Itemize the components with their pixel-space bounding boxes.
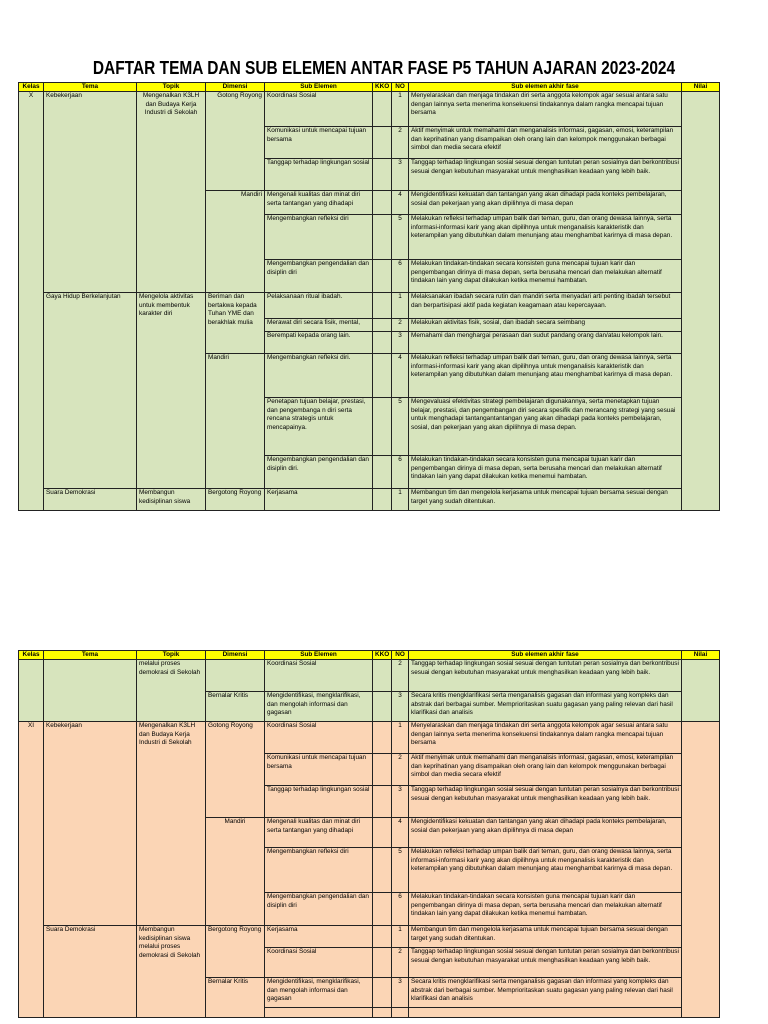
fase-cell: Tanggap terhadap lingkungan sosial sesuai dengan tuntutan peran sosialnya dan berkontribusi sesuai dengan kebutuhan masyarakat untuk menghasilkan keadaan yang lebih baik.	[409, 660, 682, 692]
dimensi-cell: Mandiri	[206, 818, 265, 926]
no-cell: 6	[392, 456, 409, 489]
tema-cell: Kebekerjaan	[44, 722, 137, 926]
page-title: DAFTAR TEMA DAN SUB ELEMEN ANTAR FASE P5 TAHUN AJARAN 2023-2024	[92, 58, 676, 78]
dimensi-cell: Gotong Royong	[206, 722, 265, 818]
no-cell: 6	[392, 893, 409, 926]
fase-cell: Mengidentifikasi kekuatan dan tantangan yang akan dihadapi pada konteks pembelajaran, sosial dan pekerjaan yang akan dipilihnya di masa depan	[409, 191, 682, 215]
nilai-cell	[682, 660, 720, 722]
table-row	[19, 92, 720, 127]
fase-cell: Melakukan aktivitas fisik, sosial, dan ibadah secara seimbang	[409, 319, 682, 332]
header-no: NO	[392, 651, 409, 660]
topik-cell: Membangun kedisiplinan siswa	[137, 489, 206, 511]
fase-cell: Memahami dan menghargai perasaan dan sudut pandang orang dan/atau kelompok lain.	[409, 332, 682, 354]
sub-elemen-cell: Komunikasi untuk mencapai tujuan bersama	[265, 754, 373, 786]
sub-elemen-cell: Koordinasi Sosial	[265, 92, 373, 127]
no-cell: 2	[392, 948, 409, 978]
tema-cell: Gaya Hidup Berkelanjutan	[44, 293, 137, 489]
kko-cell	[373, 926, 392, 948]
no-cell: 3	[392, 159, 409, 191]
fase-cell: Melakukan refleksi terhadap umpan balik dari teman, guru, dan orang dewasa lainnya, serta informasi-informasi karir yang akan dipilihnya untuk menganalisis karakteristik dan keterampilan yang dibutuhkan dalam menunjang atau menghambat karirnya di masa depan.	[409, 354, 682, 398]
kelas-cell	[19, 660, 44, 722]
kko-cell	[373, 754, 392, 786]
sub-elemen-cell: Tanggap terhadap lingkungan sosial	[265, 159, 373, 191]
fase-cell: Menyelaraskan dan menjaga tindakan diri serta anggota kelompok agar sesuai antara satu dengan lainnya serta menerima konsekuensi tindakannya dalam rangka mencapai tujuan bersama	[409, 92, 682, 127]
topik-cell: melalui proses demokrasi di Sekolah	[137, 660, 206, 722]
dimensi-cell: Mandiri	[206, 354, 265, 489]
kko-cell	[373, 398, 392, 456]
sub-elemen-cell: Komunikasi untuk mencapai tujuan bersama	[265, 127, 373, 159]
no-cell: 2	[392, 319, 409, 332]
table-row	[19, 926, 720, 948]
kko-cell	[373, 848, 392, 893]
sub-elemen-cell: Mengidentifikasi, mengklarifikasi, dan mengolah informasi dan gagasan	[265, 692, 373, 722]
sub-elemen-cell: Mengenali kualitas dan minat diri serta tantangan yang dihadapi	[265, 191, 373, 215]
topik-cell: Membangun kedisiplinan siswa melalui proses demokrasi di Sekolah	[137, 926, 206, 1018]
fase-cell: Aktif menyimak untuk memahami dan menganalisis informasi, gagasan, emosi, keterampilan dan keprihatinan yang disampaikan oleh orang lain dan kelompok menggunakan berbagai simbol dan media secara efektif	[409, 754, 682, 786]
sub-elemen-cell: Mengembangkan refleksi diri.	[265, 354, 373, 398]
header-kko: KKO	[373, 83, 392, 92]
sub-elemen-cell: Penetapan tujuan belajar, prestasi, dan pengembanga n diri serta rencana strategis untuk mencapainya.	[265, 398, 373, 456]
fase-cell: Tanggap terhadap lingkungan sosial sesuai dengan tuntutan peran sosialnya dan berkontribusi sesuai dengan kebutuhan masyarakat untuk menghasilkan keadaan yang lebih baik.	[409, 786, 682, 818]
no-cell: 1	[392, 293, 409, 319]
kko-cell	[373, 818, 392, 848]
sub-elemen-cell	[265, 1008, 373, 1018]
header-no: NO	[392, 83, 409, 92]
no-cell: 4	[392, 818, 409, 848]
fase-cell: Melakukan refleksi terhadap umpan balik dari teman, guru, dan orang dewasa lainnya, serta informasi-informasi karir yang akan dipilihnya untuk menganalisis karakteristik dan keterampilan yang dibutuhkan dalam menunjang atau menghambat karirnya di masa depan.	[409, 848, 682, 893]
nilai-cell	[682, 92, 720, 511]
topik-cell: Mengelola aktivitas untuk membentuk karakter diri	[137, 293, 206, 489]
no-cell: 5	[392, 215, 409, 260]
sub-elemen-cell: Mengembangkan refleksi diri	[265, 215, 373, 260]
no-cell: 2	[392, 127, 409, 159]
header-topik: Topik	[137, 83, 206, 92]
sub-elemen-cell: Mengembangkan refleksi diri	[265, 848, 373, 893]
table-row	[19, 660, 720, 692]
fase-cell: Membangun tim dan mengelola kerjasama untuk mencapai tujuan bersama sesuai dengan target yang sudah ditentukan.	[409, 489, 682, 511]
header-sub-elemen-akhir-fase: Sub elemen akhir fase	[409, 83, 682, 92]
fase-cell: Secara kritis mengklarifikasi serta menganalisis gagasan dan informasi yang kompleks dan abstrak dari berbagai sumber. Memprioritaskan suatu gagasan yang paling relevan dari hasil klarifikasi dan analisis	[409, 978, 682, 1008]
no-cell: 4	[392, 354, 409, 398]
sub-elemen-cell: Kerjasama	[265, 489, 373, 511]
dimensi-cell: Bernalar Kritis	[206, 692, 265, 722]
fase-cell: Aktif menyimak untuk memahami dan menganalisis informasi, gagasan, emosi, keterampilan dan keprihatinan yang disampaikan oleh orang lain dan kelompok menggunakan berbagai simbol dan media secara efektif	[409, 127, 682, 159]
header-tema: Tema	[44, 651, 137, 660]
kko-cell	[373, 456, 392, 489]
kko-cell	[373, 319, 392, 332]
no-cell: 3	[392, 978, 409, 1008]
kko-cell	[373, 722, 392, 754]
header-nilai: Nilai	[682, 651, 720, 660]
header-sub-elemen-akhir-fase: Sub elemen akhir fase	[409, 651, 682, 660]
fase-cell: Melaksanakan ibadah secara rutin dan mandiri serta menyadari arti penting ibadah tersebut dan berpartisipasi aktif pada kegiatan keagamaan atau kepercayaan.	[409, 293, 682, 319]
sub-elemen-cell: Mengembangkan pengendalian dan disiplin diri	[265, 893, 373, 926]
header-kelas: Kelas	[19, 651, 44, 660]
fase-cell: Membangun tim dan mengelola kerjasama untuk mencapai tujuan bersama sesuai dengan target yang sudah ditentukan.	[409, 926, 682, 948]
header-sub-elemen: Sub Elemen	[265, 651, 373, 660]
kko-cell	[373, 489, 392, 511]
header-tema: Tema	[44, 83, 137, 92]
fase-cell: Secara kritis mengklarifikasi serta menganalisis gagasan dan informasi yang kompleks dan abstrak dari berbagai sumber. Memprioritaskan suatu gagasan yang paling relevan dari hasil klarifikasi dan analisis	[409, 692, 682, 722]
kko-cell	[373, 893, 392, 926]
theme-table-page-2	[18, 650, 720, 1018]
no-cell: 2	[392, 754, 409, 786]
fase-cell: Melakukan tindakan-tindakan secara konsisten guna mencapai tujuan karir dan pengembangan dirinya di masa depan, serta berusaha mencari dan melakukan alternatif tindakan lain yang dapat dilakukan ketika menemui hambatan.	[409, 260, 682, 293]
no-cell: 2	[392, 660, 409, 692]
sub-elemen-cell: Koordinasi Sosial	[265, 948, 373, 978]
kko-cell	[373, 159, 392, 191]
no-cell: 1	[392, 489, 409, 511]
fase-cell: Melakukan tindakan-tindakan secara konsisten guna mencapai tujuan karir dan pengembangan dirinya di masa depan, serta berusaha mencari dan melakukan alternatif tindakan lain yang dapat dilakukan ketika menemui hambatan.	[409, 893, 682, 926]
sub-elemen-cell: Mengenali kualitas dan minat diri serta tantangan yang dihadapi	[265, 818, 373, 848]
fase-cell: Menyelaraskan dan menjaga tindakan diri serta anggota kelompok agar sesuai antara satu dengan lainnya serta menerima konsekuensi tindakannya dalam rangka mencapai tujuan bersama	[409, 722, 682, 754]
kko-cell	[373, 260, 392, 293]
kko-cell	[373, 1008, 392, 1018]
tema-cell: Kebekerjaan	[44, 92, 137, 293]
sub-elemen-cell: Mengembangkan pengendalian dan disiplin diri	[265, 260, 373, 293]
tema-cell	[44, 660, 137, 722]
sub-elemen-cell: Tanggap terhadap lingkungan sosial	[265, 786, 373, 818]
table-row	[19, 722, 720, 754]
kko-cell	[373, 948, 392, 978]
topik-cell: Mengenalkan K3LH dan Budaya Kerja Industri di Sekolah	[137, 92, 206, 293]
header-row	[19, 651, 720, 660]
fase-cell: Melakukan tindakan-tindakan secara konsisten guna mencapai tujuan karir dan pengembangan dirinya di masa depan, serta berusaha mencari dan melakukan alternatif tindakan lain yang dapat dilakukan ketika menemui hambatan.	[409, 456, 682, 489]
kko-cell	[373, 215, 392, 260]
kelas-cell: XI	[19, 722, 44, 1018]
sub-elemen-cell: Kerjasama	[265, 926, 373, 948]
header-kelas: Kelas	[19, 83, 44, 92]
header-dimensi: Dimensi	[206, 83, 265, 92]
sub-elemen-cell: Pelaksanaan ritual ibadah.	[265, 293, 373, 319]
no-cell: 3	[392, 786, 409, 818]
kko-cell	[373, 978, 392, 1008]
sub-elemen-cell: Merawat diri secara fisik, mental,	[265, 319, 373, 332]
fase-cell: Tanggap terhadap lingkungan sosial sesuai dengan tuntutan peran sosialnya dan berkontribusi sesuai dengan kebutuhan masyarakat untuk menghasilkan keadaan yang lebih baik.	[409, 948, 682, 978]
kko-cell	[373, 332, 392, 354]
fase-cell: Mengevaluasi efektivitas strategi pembelajaran digunakannya, serta menetapkan tujuan belajar, prestasi, dan pengembangan diri secara spesifik dan merancang strategi yang sesuai untuk menghadapi tantangantantangan yang akan dihadapi pada konteks pembelajaran, sosial, dan pekerjaan yang akan dipilihnya di masa depan.	[409, 398, 682, 456]
no-cell: 3	[392, 692, 409, 722]
table-row	[19, 489, 720, 511]
fase-cell: Tanggap terhadap lingkungan sosial sesuai dengan tuntutan peran sosialnya dan berkontribusi sesuai dengan kebutuhan masyarakat untuk menghasilkan keadaan yang lebih baik.	[409, 159, 682, 191]
no-cell: 5	[392, 398, 409, 456]
sub-elemen-cell: Mengidentifikasi, mengklarifikasi, dan mengolah informasi dan gagasan	[265, 978, 373, 1008]
fase-cell	[409, 1008, 682, 1018]
theme-table-page-1	[18, 82, 720, 511]
sub-elemen-cell: Berempati kepada orang lain.	[265, 332, 373, 354]
kko-cell	[373, 786, 392, 818]
header-kko: KKO	[373, 651, 392, 660]
header-dimensi: Dimensi	[206, 651, 265, 660]
dimensi-cell: Beriman dan bertakwa kepada Tuhan YME dan berakhlak mulia	[206, 293, 265, 354]
no-cell: 4	[392, 191, 409, 215]
table-row	[19, 293, 720, 319]
dimensi-cell: Bernalar Kritis	[206, 978, 265, 1018]
header-row	[19, 83, 720, 92]
sub-elemen-cell: Koordinasi Sosial	[265, 722, 373, 754]
no-cell: 1	[392, 722, 409, 754]
kko-cell	[373, 354, 392, 398]
topik-cell: Mengenalkan K3LH dan Budaya Kerja Industri di Sekolah	[137, 722, 206, 926]
kko-cell	[373, 92, 392, 127]
dimensi-cell: Bergotong Royong	[206, 489, 265, 511]
no-cell: 6	[392, 260, 409, 293]
header-nilai: Nilai	[682, 83, 720, 92]
tema-cell: Suara Demokrasi	[44, 926, 137, 1018]
header-sub-elemen: Sub Elemen	[265, 83, 373, 92]
kko-cell	[373, 660, 392, 692]
no-cell	[392, 1008, 409, 1018]
fase-cell: Melakukan refleksi terhadap umpan balik dari teman, guru, dan orang dewasa lainnya, serta informasi-informasi karir yang akan dipilihnya untuk menganalisis karakteristik dan keterampilan yang dibutuhkan dalam menunjang atau menghambat karirnya di masa depan.	[409, 215, 682, 260]
kko-cell	[373, 692, 392, 722]
dimensi-cell: Mandiri	[206, 191, 265, 293]
no-cell: 1	[392, 92, 409, 127]
kko-cell	[373, 127, 392, 159]
dimensi-cell: Bergotong Royong	[206, 926, 265, 978]
tema-cell: Suara Demokrasi	[44, 489, 137, 511]
no-cell: 3	[392, 332, 409, 354]
kko-cell	[373, 191, 392, 215]
header-topik: Topik	[137, 651, 206, 660]
kko-cell	[373, 293, 392, 319]
fase-cell: Mengidentifikasi kekuatan dan tantangan yang akan dihadapi pada konteks pembelajaran, sosial dan pekerjaan yang akan dipilihnya di masa depan	[409, 818, 682, 848]
sub-elemen-cell: Koordinasi Sosial	[265, 660, 373, 692]
dimensi-cell	[206, 660, 265, 692]
no-cell: 5	[392, 848, 409, 893]
sub-elemen-cell: Mengembangkan pengendalian dan disiplin diri.	[265, 456, 373, 489]
dimensi-cell: Gotong Royong	[206, 92, 265, 191]
nilai-cell	[682, 722, 720, 1018]
no-cell: 1	[392, 926, 409, 948]
kelas-cell: X	[19, 92, 44, 511]
